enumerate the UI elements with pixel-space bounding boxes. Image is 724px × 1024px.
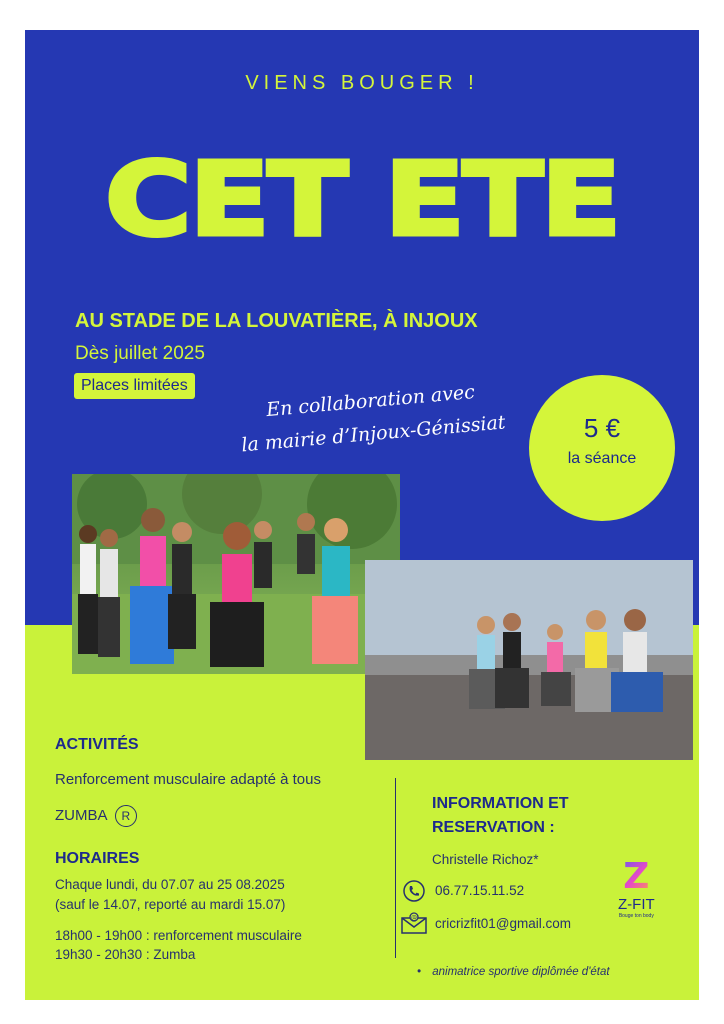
activity-zumba (55, 805, 137, 827)
activity-strength: Renforcement musculaire adapté à tous (55, 771, 321, 788)
price-unit: la séance (567, 450, 637, 467)
rooftop-workout-photo (365, 560, 693, 760)
contact-name: Christelle Richoz* (432, 852, 539, 867)
zumba-group-photo (72, 474, 400, 674)
collaboration-line-1: En collaboration avec (265, 380, 476, 422)
envelope-at-icon (401, 912, 427, 939)
info-title-line-2: RESERVATION : (432, 819, 555, 836)
bullet-icon: • (417, 966, 422, 978)
places-badge: Places limitées (74, 373, 195, 399)
tagline: VIENS BOUGER ! (245, 72, 479, 94)
phone-icon (403, 880, 425, 907)
info-title (432, 792, 569, 840)
rooftop-workout-illustration (365, 560, 693, 760)
phone-icon-svg (403, 880, 425, 902)
column-divider (395, 778, 396, 958)
headline: CET ETE (105, 139, 619, 260)
footnote (417, 966, 610, 978)
collaboration-note (205, 371, 539, 466)
schedule-slot-strength: 18h00 - 19h00 : renforcement musculaire (55, 928, 302, 943)
schedule-title: HORAIRES (55, 850, 140, 867)
venue: AU STADE DE LA LOUVATIÈRE, À INJOUX (75, 310, 478, 332)
footnote-text: animatrice sportive diplômée d'état (432, 966, 610, 978)
activity-zumba-label: ZUMBA (55, 807, 107, 824)
contact-email[interactable]: cricrizfit01@gmail.com (435, 916, 571, 931)
price-amount: 5 € (583, 413, 621, 443)
activities-title: ACTIVITÉS (55, 736, 139, 753)
zfit-logo-slogan: Bouge ton body (618, 913, 654, 919)
collaboration-line-2: la mairie d’Injoux-Génissiat (240, 411, 507, 457)
envelope-at-icon-svg (401, 912, 427, 934)
zfit-logo-mark: Z (618, 858, 655, 896)
schedule-days: Chaque lundi, du 07.07 au 25 08.2025 (55, 877, 285, 892)
registered-mark: R (115, 805, 137, 827)
start-date: Dès juillet 2025 (75, 343, 205, 364)
zumba-group-illustration (72, 474, 400, 674)
poster (25, 30, 699, 1000)
price-circle (529, 375, 675, 521)
contact-phone[interactable]: 06.77.15.11.52 (435, 883, 525, 898)
svg-text:@: @ (411, 914, 417, 922)
zfit-logo (618, 858, 655, 919)
zfit-logo-name: Z-FIT (618, 896, 655, 913)
schedule-slot-zumba: 19h30 - 20h30 : Zumba (55, 947, 196, 962)
info-title-line-1: INFORMATION ET (432, 795, 569, 812)
schedule-exception: (sauf le 14.07, reporté au mardi 15.07) (55, 897, 286, 912)
